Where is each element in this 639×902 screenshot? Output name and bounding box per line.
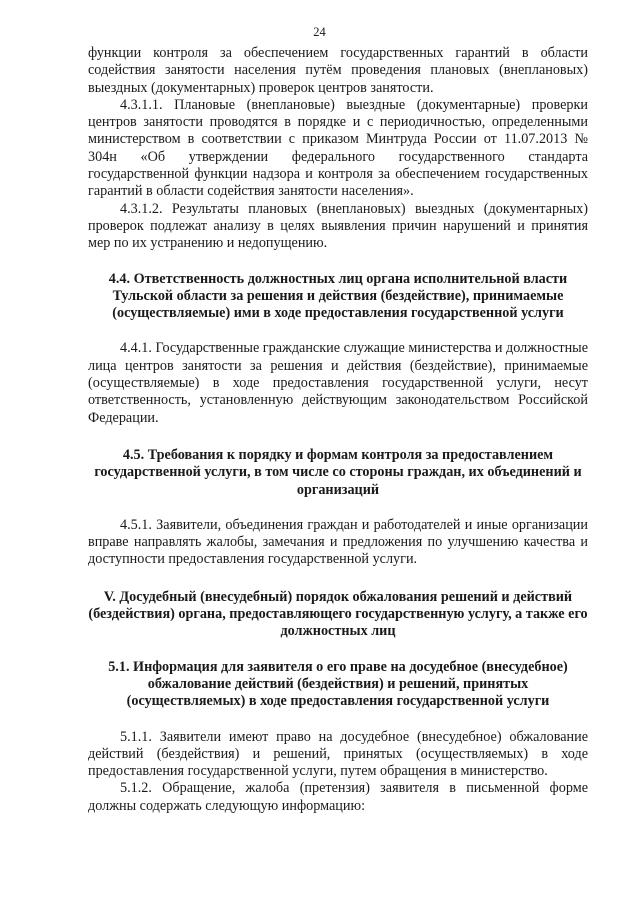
page-content — [88, 45, 588, 815]
paragraph-5-1-2: 5.1.2. Обращение, жалоба (претензия) заявителя в письменной форме должны содержать следующую информацию: — [88, 780, 588, 814]
paragraph-4-3-1-2: 4.3.1.2. Результаты плановых (внеплановых) выездных (документарных) проверок подлежат анализу в целях выявления причин нарушений и принятия мер по их устранению и недопущению. — [88, 200, 588, 252]
heading-4-4: 4.4. Ответственность должностных лиц органа исполнительной власти Тульской области за решения и действия (бездействие), принимаемые (осуществляемые) ими в ходе предоставления государственной услуги — [108, 270, 568, 322]
paragraph-4-4-1: 4.4.1. Государственные гражданские служащие министерства и должностные лица центров занятости за решения и действия (бездействие), принимаемые (осуществляемые) в ходе предоставления государственной услуги, несут ответственность, установленную действующим законодательством Российской Федерации. — [88, 340, 588, 426]
heading-section-v: V. Досудебный (внесудебный) порядок обжалования решений и действий (бездействия) органа, предоставляющего государственную услугу, а также его должностных лиц — [88, 588, 588, 640]
paragraph-4-3-1-continuation: функции контроля за обеспечением государственных гарантий в области содействия занятости населения путём проведения плановых (внеплановых) выездных (документарных) проверок центров занятости. — [88, 45, 588, 96]
heading-4-5: 4.5. Требования к порядку и формам контроля за предоставлением государственной услуги, в том числе со стороны граждан, их объединений и организаций — [94, 446, 582, 498]
paragraph-4-3-1-1: 4.3.1.1. Плановые (внеплановые) выездные (документарные) проверки центров занятости проводятся в порядке и с периодичностью, определенными министерством в соответствии с приказом Минтруда России от 11.07.2013 № 304н «Об утверждении федерального государственного стандарта государственной функции надзора и контроля за обеспечением государственных гарантий в области содействия занятости населения». — [88, 96, 588, 200]
page-number: 24 — [313, 25, 326, 39]
heading-5-1: 5.1. Информация для заявителя о его праве на досудебное (внесудебное) обжалование действий (бездействия) и решений, принятых (осуществляемых) в ходе предоставления государственной услуги — [108, 658, 568, 710]
paragraph-5-1-1: 5.1.1. Заявители имеют право на досудебное (внесудебное) обжалование действий (бездействия) и решений, принятых (осуществляемых) в ходе предоставления государственной услуги, путем обращения в министерство. — [88, 728, 588, 780]
paragraph-4-5-1: 4.5.1. Заявители, объединения граждан и работодателей и иные организации вправе направлять жалобы, замечания и предложения по улучшению качества и доступности предоставления государственной услуги. — [88, 516, 588, 568]
